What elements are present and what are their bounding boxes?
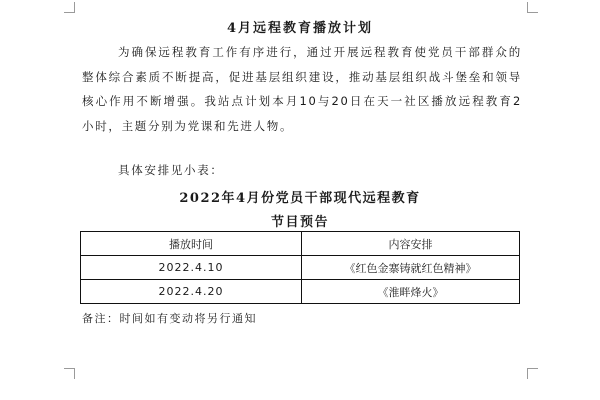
- header-broadcast-time: 播放时间: [81, 232, 302, 256]
- table-subtitle: 节目预告: [270, 215, 329, 230]
- table-row: [81, 256, 520, 280]
- table-row: [81, 280, 520, 304]
- table-title: 2022年4月份党员干部现代远程教育: [179, 191, 421, 206]
- broadcast-date: 2022.4.10: [81, 256, 302, 280]
- program-content: 《淮畔烽火》: [302, 280, 520, 304]
- schedule-table: [80, 231, 520, 304]
- margin-corner-mark: [527, 368, 538, 379]
- document-title: 4月远程教育播放计划: [226, 21, 374, 36]
- margin-corner-mark: [527, 2, 538, 13]
- margin-corner-mark: [64, 2, 75, 13]
- table-header-row: [81, 232, 520, 256]
- program-content: 《红色金寨铸就红色精神》: [302, 256, 520, 280]
- broadcast-date: 2022.4.20: [81, 280, 302, 304]
- margin-corner-mark: [64, 368, 75, 379]
- note-text: 备注：时间如有变动将另行通知: [82, 312, 257, 325]
- intro-text: 具体安排见小表：: [118, 163, 224, 177]
- header-content: 内容安排: [302, 232, 520, 256]
- body-paragraph: 为确保远程教育工作有序进行，通过开展远程教育使党员干部群众的整体综合素质不断提高，促进基层组织建设，推动基层组织战斗堡垒和领导核心作用不断增强。我站点计划本月10与20日在天一社区播放远程教育2小时，主题分别为党课和先进人物。: [82, 45, 522, 133]
